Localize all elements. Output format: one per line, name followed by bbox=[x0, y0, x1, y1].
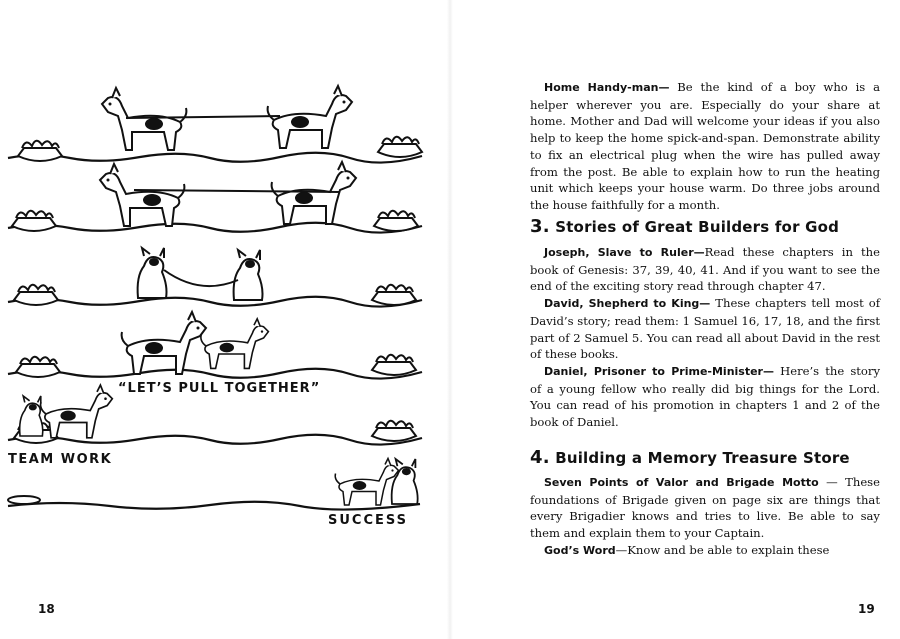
section-number: 4. bbox=[530, 447, 550, 468]
dog-icon bbox=[201, 319, 269, 369]
dog-icon bbox=[122, 312, 206, 374]
food-bowl-icon bbox=[372, 421, 416, 441]
dog-icon bbox=[41, 385, 113, 438]
dogs-teamwork-cartoon bbox=[0, 0, 450, 560]
dog-icon bbox=[102, 88, 186, 150]
food-bowl-icon bbox=[372, 285, 416, 305]
paragraph-lead: Daniel, Prisoner to Prime-Minister— bbox=[544, 364, 774, 378]
section-heading bbox=[530, 447, 890, 468]
caption-pull-together: “LET’S PULL TOGETHER” bbox=[118, 381, 321, 396]
section-title: Stories of Great Builders for God bbox=[549, 218, 840, 236]
sitting-dog-icon bbox=[234, 250, 263, 300]
paragraph-lead: God’s Word bbox=[544, 543, 616, 557]
stories-section bbox=[530, 244, 880, 431]
food-bowl-icon bbox=[18, 141, 62, 161]
page-number: 18 bbox=[38, 602, 55, 616]
memory-section bbox=[530, 474, 880, 560]
page-number: 19 bbox=[858, 602, 875, 616]
food-bowl-icon bbox=[14, 285, 58, 305]
food-bowl-icon bbox=[372, 355, 416, 375]
paragraph-text: Be the kind of a boy who is a helper wherever you are. Especially do your share at home. Mother and Dad will welcome your ideas if you also help to keep the home spick-and-span. Demonstrate ability to fix an electrical plug when the wire has pulled away from the post. Be able to explain how to run the heating unit which keeps your house warm. Do three jobs around the house faithfully for a month. bbox=[530, 80, 880, 212]
dog-icon bbox=[335, 459, 398, 506]
caption-team-work: TEAM WORK bbox=[8, 452, 113, 467]
dog-icon bbox=[268, 86, 352, 148]
dog-icon bbox=[100, 164, 184, 226]
dog-icon bbox=[272, 162, 356, 224]
paragraph-lead: Joseph, Slave to Ruler— bbox=[544, 246, 705, 259]
paragraph-lead: David, Shepherd to King— bbox=[544, 297, 711, 311]
food-bowl-icon bbox=[378, 137, 422, 157]
paragraph-text: Read these chapters in the book of Genesis: 37, 39, 40, 41. And if you want to see the end of the exciting story read through chapter 47. bbox=[530, 245, 880, 294]
empty-bowl-icon bbox=[8, 496, 40, 504]
sitting-dog-icon bbox=[138, 248, 167, 298]
food-bowl-icon bbox=[374, 211, 418, 231]
paragraph-lead: Seven Points of Valor and Brigade Motto bbox=[544, 476, 819, 489]
paragraph-text: — These foundations of Brigade given on page six are things that every Brigadier knows and tries to live. Be able to say them and explain them to your Captain. bbox=[530, 475, 880, 541]
section-number: 3. bbox=[530, 216, 550, 237]
paragraph-lead: Home Handy-man— bbox=[544, 81, 670, 94]
section-heading bbox=[530, 216, 890, 237]
paragraph-text: These chapters tell most of David’s story; read them: 1 Samuel 16, 17, 18, and the first part of 2 Samuel 5. You can read all about David in the rest of these books. bbox=[530, 296, 880, 362]
handyman-paragraph bbox=[530, 79, 880, 214]
paragraph-text: Here’s the story of a young fellow who really did big things for the Lord. You can read of his promotion in chapters 1 and 2 of the book of Daniel. bbox=[530, 363, 880, 430]
food-bowl-icon bbox=[12, 211, 56, 231]
sitting-dog-icon bbox=[20, 396, 43, 436]
caption-success: SUCCESS bbox=[328, 513, 409, 528]
section-title: Building a Memory Treasure Store bbox=[549, 449, 850, 467]
paragraph-text: —Know and be able to explain these bbox=[615, 542, 830, 557]
food-bowl-icon bbox=[16, 357, 60, 377]
sitting-dog-icon bbox=[392, 459, 418, 504]
right-page bbox=[450, 0, 900, 639]
